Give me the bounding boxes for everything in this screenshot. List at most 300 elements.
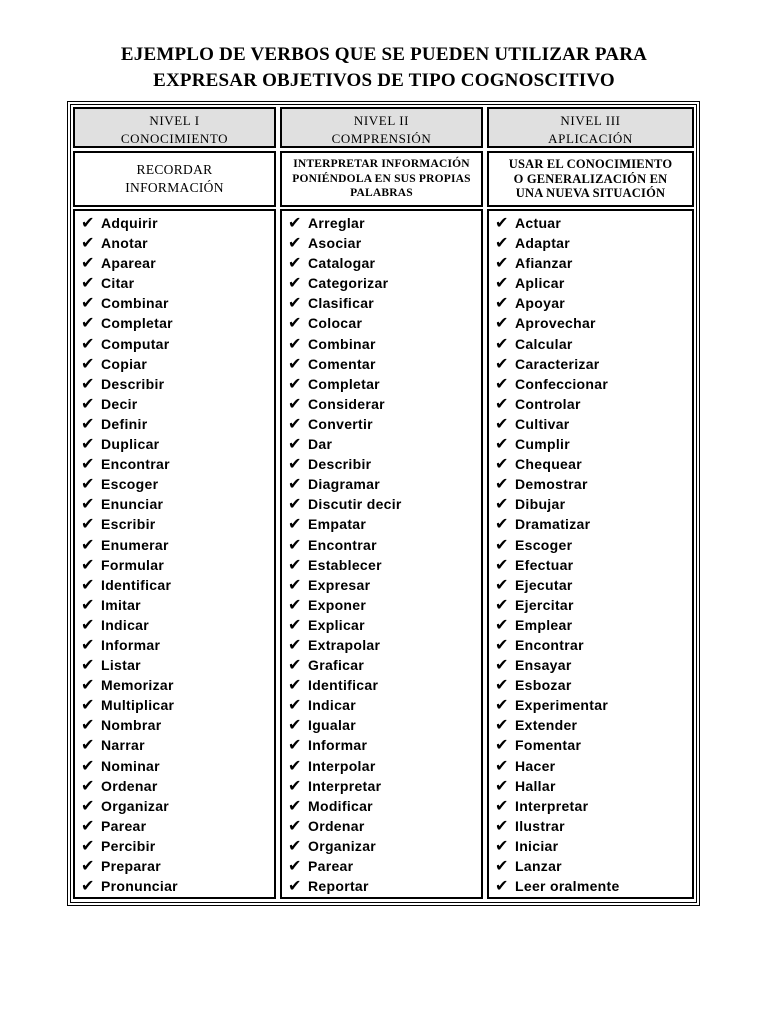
verb-item	[288, 816, 481, 836]
verb-label: Iniciar	[515, 837, 559, 854]
verb-label: Diagramar	[308, 476, 380, 493]
verb-label: Anotar	[101, 235, 148, 252]
check-mark-icon: ✔	[495, 755, 509, 775]
description-line: INTERPRETAR INFORMACIÓN	[293, 158, 470, 171]
check-mark-icon: ✔	[495, 775, 509, 795]
verb-label: Hacer	[515, 757, 556, 774]
verb-label: Enunciar	[101, 496, 164, 513]
verb-label: Asociar	[308, 235, 362, 252]
column-1-description	[73, 151, 276, 207]
check-mark-icon: ✔	[288, 634, 302, 654]
verb-label: Calcular	[515, 335, 573, 352]
check-mark-icon: ✔	[288, 574, 302, 594]
check-mark-icon: ✔	[288, 454, 302, 474]
verb-item	[495, 575, 692, 595]
verb-item	[495, 514, 692, 534]
check-mark-icon: ✔	[495, 454, 509, 474]
verb-label: Chequear	[515, 456, 582, 473]
check-mark-icon: ✔	[81, 876, 95, 896]
check-mark-icon: ✔	[495, 213, 509, 232]
column-1-level: NIVEL I	[149, 113, 200, 128]
verb-item	[495, 655, 692, 675]
check-mark-icon: ✔	[81, 835, 95, 855]
verb-label: Pronunciar	[101, 878, 178, 895]
title-line-1: EJEMPLO DE VERBOS QUE SE PUEDEN UTILIZAR PARA	[120, 44, 648, 65]
verb-label: Explicar	[308, 616, 365, 633]
verb-item	[81, 776, 274, 796]
verb-item	[81, 655, 274, 675]
check-mark-icon: ✔	[495, 815, 509, 835]
verb-label: Aparear	[101, 255, 157, 272]
verb-item	[81, 213, 274, 233]
check-mark-icon: ✔	[288, 614, 302, 634]
verb-label: Enumerar	[101, 536, 169, 553]
verb-label: Leer oralmente	[515, 878, 620, 895]
check-mark-icon: ✔	[495, 634, 509, 654]
verb-label: Narrar	[101, 737, 145, 754]
column-2-verb-list	[280, 209, 483, 899]
verb-item	[81, 796, 274, 816]
verb-item	[81, 635, 274, 655]
description-line: INFORMACIÓN	[125, 180, 224, 195]
check-mark-icon: ✔	[495, 614, 509, 634]
verb-item	[495, 675, 692, 695]
verb-label: Extrapolar	[308, 636, 381, 653]
check-mark-icon: ✔	[81, 655, 95, 675]
check-mark-icon: ✔	[81, 434, 95, 454]
verb-label: Parear	[308, 858, 354, 874]
verb-label: Identificar	[101, 576, 172, 593]
verb-item	[81, 414, 274, 434]
verb-item	[495, 715, 692, 735]
check-mark-icon: ✔	[288, 856, 302, 875]
verb-item	[495, 394, 692, 414]
verb-label: Efectuar	[515, 556, 574, 573]
verb-label: Organizar	[101, 797, 170, 814]
verb-label: Identificar	[308, 677, 379, 694]
check-mark-icon: ✔	[81, 675, 95, 695]
check-mark-icon: ✔	[81, 494, 95, 514]
verb-label: Citar	[101, 275, 135, 292]
verb-item	[81, 816, 274, 836]
check-mark-icon: ✔	[81, 313, 95, 333]
verb-label: Comentar	[308, 355, 376, 372]
check-mark-icon: ✔	[288, 795, 302, 815]
verb-item	[81, 514, 274, 534]
verb-label: Copiar	[101, 355, 148, 372]
verb-item	[288, 595, 481, 615]
check-mark-icon: ✔	[81, 695, 95, 715]
verb-label: Extender	[515, 717, 578, 734]
check-mark-icon: ✔	[81, 333, 95, 353]
verb-item	[81, 836, 274, 856]
verb-label: Esbozar	[515, 677, 572, 694]
check-mark-icon: ✔	[495, 434, 509, 454]
verb-label: Considerar	[308, 395, 385, 412]
verb-label: Hallar	[515, 777, 556, 794]
verb-item	[81, 233, 274, 253]
verb-item	[81, 575, 274, 595]
verb-item	[288, 494, 481, 514]
column-2-level: NIVEL II	[353, 113, 410, 128]
check-mark-icon: ✔	[495, 474, 509, 494]
verb-item	[288, 213, 481, 233]
verb-label: Experimentar	[515, 697, 609, 714]
verb-item	[495, 233, 692, 253]
verb-label: Cumplir	[515, 436, 570, 453]
verb-label: Encontrar	[308, 536, 377, 553]
verb-item	[495, 474, 692, 494]
description-line: O GENERALIZACIÓN EN	[513, 171, 668, 186]
verb-label: Combinar	[308, 335, 376, 352]
verb-label: Arreglar	[308, 215, 365, 231]
verb-item	[288, 394, 481, 414]
verb-label: Parear	[101, 817, 147, 834]
verb-item	[81, 735, 274, 755]
check-mark-icon: ✔	[81, 856, 95, 875]
check-mark-icon: ✔	[495, 373, 509, 393]
verb-item	[288, 655, 481, 675]
verb-list	[489, 211, 692, 896]
verb-label: Describir	[101, 375, 165, 392]
verb-item	[81, 293, 274, 313]
verb-label: Ejercitar	[515, 596, 574, 613]
verb-label: Demostrar	[515, 476, 588, 493]
check-mark-icon: ✔	[288, 735, 302, 755]
verb-item	[495, 535, 692, 555]
verb-label: Interpretar	[515, 797, 589, 814]
verb-item	[495, 776, 692, 796]
check-mark-icon: ✔	[81, 233, 95, 253]
verb-item	[81, 695, 274, 715]
column-1-header	[73, 107, 276, 148]
verb-item	[81, 856, 274, 876]
verb-label: Escoger	[515, 536, 573, 553]
verb-item	[81, 354, 274, 374]
verb-item	[495, 876, 692, 896]
verb-item	[81, 454, 274, 474]
verb-item	[288, 354, 481, 374]
verb-label: Duplicar	[101, 436, 160, 453]
verb-label: Organizar	[308, 837, 377, 854]
check-mark-icon: ✔	[288, 333, 302, 353]
check-mark-icon: ✔	[81, 715, 95, 735]
verb-item	[495, 836, 692, 856]
verb-item	[495, 334, 692, 354]
verb-item	[495, 293, 692, 313]
verb-label: Percibir	[101, 837, 156, 854]
check-mark-icon: ✔	[288, 594, 302, 614]
column-2-description	[280, 151, 483, 207]
check-mark-icon: ✔	[81, 413, 95, 433]
verb-item	[81, 535, 274, 555]
verb-label: Categorizar	[308, 275, 389, 292]
check-mark-icon: ✔	[288, 755, 302, 775]
verb-item	[495, 454, 692, 474]
verb-item	[81, 595, 274, 615]
column-3-verb-list	[487, 209, 694, 899]
column-2-header	[280, 107, 483, 148]
check-mark-icon: ✔	[495, 353, 509, 373]
verb-item	[495, 354, 692, 374]
verb-item	[288, 334, 481, 354]
verb-label: Interpretar	[308, 777, 382, 794]
verb-item	[81, 434, 274, 454]
column-1-verb-list	[73, 209, 276, 899]
verb-label: Indicar	[308, 697, 357, 714]
description-line: UNA NUEVA SITUACIÓN	[515, 186, 666, 201]
verb-item	[495, 695, 692, 715]
check-mark-icon: ✔	[495, 253, 509, 273]
check-mark-icon: ✔	[495, 313, 509, 333]
description-line: PONIÉNDOLA EN SUS PROPIAS	[292, 172, 471, 185]
column-3-header	[487, 107, 694, 148]
check-mark-icon: ✔	[495, 534, 509, 554]
verb-label: Empatar	[308, 516, 367, 533]
check-mark-icon: ✔	[81, 554, 95, 574]
verb-item	[81, 394, 274, 414]
verb-item	[495, 273, 692, 293]
check-mark-icon: ✔	[288, 835, 302, 855]
verb-item	[495, 816, 692, 836]
verb-label: Imitar	[101, 596, 141, 613]
verb-item	[288, 414, 481, 434]
verb-label: Caracterizar	[515, 355, 600, 372]
verb-item	[81, 334, 274, 354]
verb-item	[495, 635, 692, 655]
verb-item	[81, 273, 274, 293]
verb-item	[81, 715, 274, 735]
page-title	[0, 42, 768, 94]
verb-item	[288, 514, 481, 534]
check-mark-icon: ✔	[495, 594, 509, 614]
verb-label: Escribir	[101, 516, 156, 533]
check-mark-icon: ✔	[495, 413, 509, 433]
verb-label: Encontrar	[101, 456, 170, 473]
verb-list	[75, 211, 274, 896]
verb-item	[495, 213, 692, 233]
verb-item	[495, 253, 692, 273]
verb-item	[288, 293, 481, 313]
check-mark-icon: ✔	[81, 795, 95, 815]
verb-label: Catalogar	[308, 255, 376, 272]
check-mark-icon: ✔	[288, 413, 302, 433]
check-mark-icon: ✔	[495, 273, 509, 293]
verb-label: Modificar	[308, 797, 373, 814]
check-mark-icon: ✔	[81, 454, 95, 474]
verb-item	[288, 695, 481, 715]
verb-label: Adquirir	[101, 215, 158, 231]
check-mark-icon: ✔	[81, 815, 95, 835]
verb-item	[495, 756, 692, 776]
check-mark-icon: ✔	[288, 474, 302, 494]
check-mark-icon: ✔	[288, 715, 302, 735]
verb-label: Convertir	[308, 415, 373, 432]
column-3-level-name: APLICACIÓN	[548, 131, 633, 146]
verb-item	[288, 735, 481, 755]
verb-label: Cultivar	[515, 415, 570, 432]
check-mark-icon: ✔	[288, 393, 302, 413]
verb-label: Ilustrar	[515, 817, 565, 834]
verb-list	[282, 211, 481, 896]
check-mark-icon: ✔	[288, 534, 302, 554]
check-mark-icon: ✔	[288, 695, 302, 715]
verb-item	[495, 414, 692, 434]
check-mark-icon: ✔	[495, 835, 509, 855]
verb-label: Formular	[101, 556, 165, 573]
verb-label: Multiplicar	[101, 697, 175, 714]
check-mark-icon: ✔	[288, 293, 302, 313]
verb-item	[81, 675, 274, 695]
verb-label: Ordenar	[308, 817, 365, 834]
verb-item	[288, 675, 481, 695]
check-mark-icon: ✔	[495, 735, 509, 755]
check-mark-icon: ✔	[495, 293, 509, 313]
title-line-2: EXPRESAR OBJETIVOS DE TIPO COGNOSCITIVO	[153, 70, 615, 91]
verb-item	[288, 535, 481, 555]
verb-label: Encontrar	[515, 636, 584, 653]
check-mark-icon: ✔	[288, 273, 302, 293]
verb-label: Completar	[101, 315, 173, 332]
check-mark-icon: ✔	[288, 494, 302, 514]
verb-label: Lanzar	[515, 858, 562, 874]
verb-item	[288, 715, 481, 735]
check-mark-icon: ✔	[288, 313, 302, 333]
verb-label: Memorizar	[101, 677, 174, 694]
verb-label: Exponer	[308, 596, 367, 613]
verb-label: Decir	[101, 395, 138, 412]
check-mark-icon: ✔	[81, 353, 95, 373]
verb-label: Listar	[101, 657, 141, 674]
check-mark-icon: ✔	[495, 233, 509, 253]
verb-item	[495, 555, 692, 575]
verb-item	[495, 735, 692, 755]
verb-label: Describir	[308, 456, 372, 473]
verb-item	[495, 313, 692, 333]
verb-item	[288, 575, 481, 595]
description-line: RECORDAR	[136, 162, 213, 177]
check-mark-icon: ✔	[81, 594, 95, 614]
verb-item	[288, 474, 481, 494]
verb-item	[288, 615, 481, 635]
verb-label: Completar	[308, 375, 380, 392]
check-mark-icon: ✔	[288, 675, 302, 695]
check-mark-icon: ✔	[495, 514, 509, 534]
check-mark-icon: ✔	[495, 795, 509, 815]
verb-item	[81, 555, 274, 575]
check-mark-icon: ✔	[81, 514, 95, 534]
check-mark-icon: ✔	[81, 273, 95, 293]
check-mark-icon: ✔	[81, 393, 95, 413]
verb-item	[288, 454, 481, 474]
check-mark-icon: ✔	[81, 735, 95, 755]
verb-item	[288, 756, 481, 776]
check-mark-icon: ✔	[81, 474, 95, 494]
check-mark-icon: ✔	[495, 494, 509, 514]
verb-label: Colocar	[308, 315, 363, 332]
verb-label: Clasificar	[308, 295, 375, 312]
check-mark-icon: ✔	[495, 655, 509, 675]
check-mark-icon: ✔	[495, 715, 509, 735]
check-mark-icon: ✔	[288, 213, 302, 232]
check-mark-icon: ✔	[495, 695, 509, 715]
check-mark-icon: ✔	[81, 213, 95, 232]
check-mark-icon: ✔	[81, 755, 95, 775]
check-mark-icon: ✔	[288, 373, 302, 393]
verb-label: Computar	[101, 335, 170, 352]
check-mark-icon: ✔	[288, 775, 302, 795]
verb-item	[495, 595, 692, 615]
verb-label: Interpolar	[308, 757, 376, 774]
check-mark-icon: ✔	[495, 856, 509, 875]
verb-label: Combinar	[101, 295, 169, 312]
verb-label: Controlar	[515, 395, 581, 412]
column-3-level: NIVEL III	[560, 113, 621, 128]
check-mark-icon: ✔	[288, 353, 302, 373]
check-mark-icon: ✔	[495, 876, 509, 896]
verb-item	[495, 796, 692, 816]
check-mark-icon: ✔	[288, 554, 302, 574]
verb-label: Informar	[308, 737, 368, 754]
verb-label: Ejecutar	[515, 576, 573, 593]
check-mark-icon: ✔	[81, 574, 95, 594]
check-mark-icon: ✔	[81, 775, 95, 795]
column-3-description	[487, 151, 694, 207]
check-mark-icon: ✔	[81, 253, 95, 273]
verb-label: Discutir decir	[308, 496, 402, 513]
verb-label: Graficar	[308, 657, 365, 674]
verb-label: Definir	[101, 415, 148, 432]
verb-label: Aplicar	[515, 275, 565, 292]
check-mark-icon: ✔	[495, 554, 509, 574]
verb-item	[495, 434, 692, 454]
verb-label: Igualar	[308, 717, 357, 734]
verb-label: Expresar	[308, 576, 371, 593]
verb-item	[495, 615, 692, 635]
verb-item	[81, 756, 274, 776]
verb-item	[288, 434, 481, 454]
verb-label: Apoyar	[515, 295, 566, 312]
verb-item	[288, 776, 481, 796]
verb-label: Informar	[101, 636, 161, 653]
check-mark-icon: ✔	[288, 253, 302, 273]
check-mark-icon: ✔	[495, 333, 509, 353]
check-mark-icon: ✔	[495, 393, 509, 413]
verb-item	[81, 876, 274, 896]
verb-item	[288, 635, 481, 655]
check-mark-icon: ✔	[288, 514, 302, 534]
verb-item	[81, 474, 274, 494]
verb-label: Dar	[308, 436, 333, 453]
check-mark-icon: ✔	[495, 574, 509, 594]
verb-item	[81, 494, 274, 514]
verb-item	[81, 313, 274, 333]
check-mark-icon: ✔	[288, 434, 302, 454]
verb-item	[495, 494, 692, 514]
verb-label: Ordenar	[101, 777, 158, 794]
verb-label: Aprovechar	[515, 315, 596, 332]
check-mark-icon: ✔	[81, 373, 95, 393]
verb-label: Preparar	[101, 858, 161, 874]
verb-item	[495, 856, 692, 876]
verb-label: Ensayar	[515, 657, 572, 674]
verb-item	[288, 836, 481, 856]
verb-item	[81, 253, 274, 273]
verb-item	[288, 555, 481, 575]
check-mark-icon: ✔	[288, 876, 302, 896]
check-mark-icon: ✔	[288, 655, 302, 675]
column-2-level-name: COMPRENSIÓN	[331, 131, 432, 146]
